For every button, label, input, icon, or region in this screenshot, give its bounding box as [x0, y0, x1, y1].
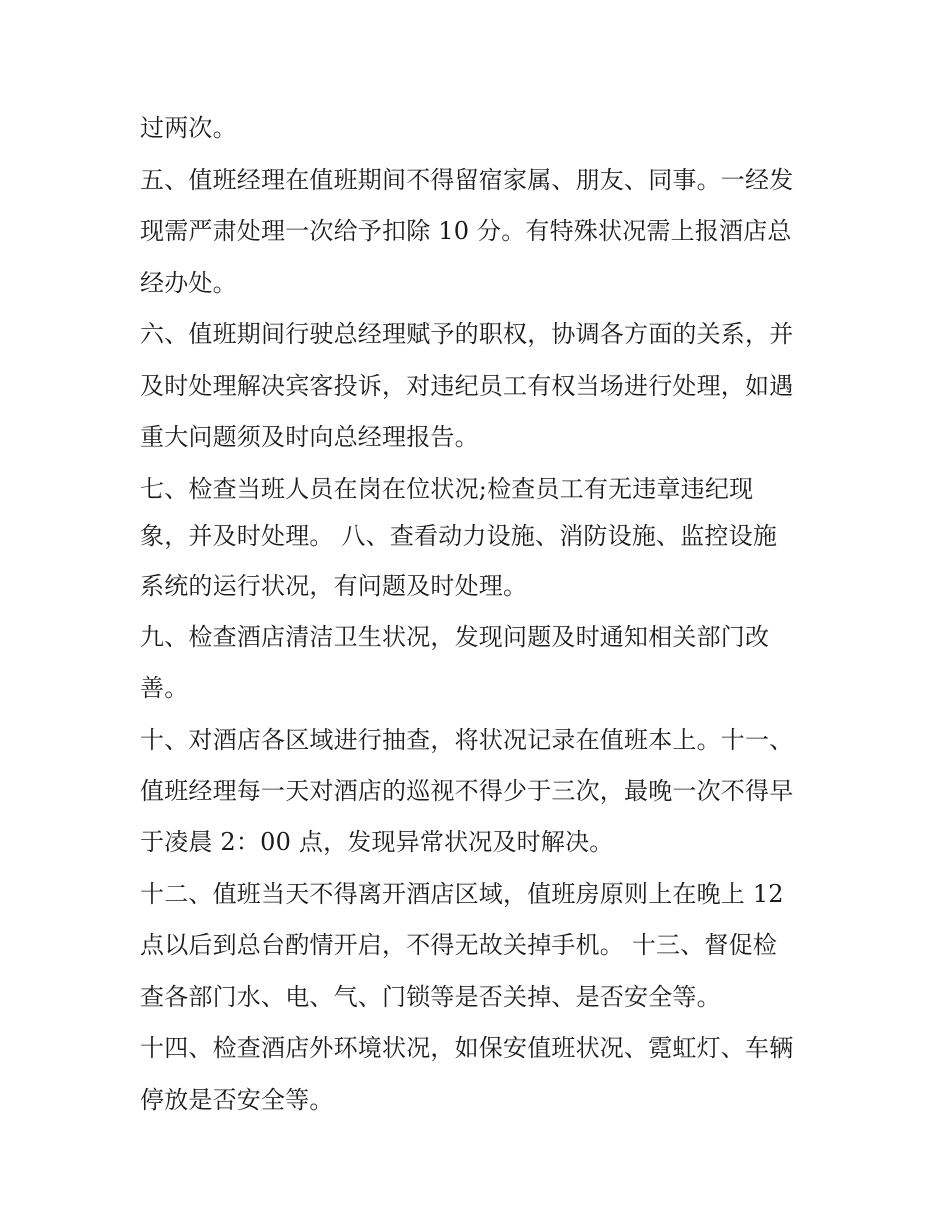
text-line: 七、检查当班人员在岗在位状况;检查员工有无违章违纪现 — [140, 475, 754, 503]
text-line: 及时处理解决宾客投诉，对违纪员工有权当场进行处理，如遇 — [140, 372, 794, 400]
text-line: 十二、值班当天不得离开酒店区域，值班房原则上在晚上 12 — [140, 880, 784, 908]
text-line: 值班经理每一天对酒店的巡视不得少于三次，最晚一次不得早 — [140, 777, 794, 805]
text-line: 系统的运行状况，有问题及时处理。 — [140, 572, 528, 600]
text-line: 现需严肃处理一次给予扣除 10 分。有特殊状况需上报酒店总 — [140, 217, 792, 245]
text-line: 重大问题须及时向总经理报告。 — [140, 423, 479, 451]
text-line: 六、值班期间行驶总经理赋予的职权，协调各方面的关系，并 — [140, 320, 794, 348]
text-line: 十四、检查酒店外环境状况，如保安值班状况、霓虹灯、车辆 — [140, 1034, 794, 1062]
text-line: 经办处。 — [140, 269, 237, 297]
text-line: 十、对酒店各区域进行抽查，将状况记录在值班本上。十一、 — [140, 726, 794, 754]
text-line: 五、值班经理在值班期间不得留宿家属、朋友、同事。一经发 — [140, 166, 794, 194]
text-line: 于凌晨 2：00 点，发现异常状况及时解决。 — [140, 828, 614, 856]
text-line: 点以后到总台酌情开启，不得无故关掉手机。 十三、督促检 — [140, 931, 778, 959]
text-line: 善。 — [140, 674, 189, 702]
text-line: 停放是否安全等。 — [140, 1086, 334, 1114]
text-line: 查各部门水、电、气、门锁等是否关掉、是否安全等。 — [140, 983, 721, 1011]
text-line: 象，并及时处理。 八、查看动力设施、消防设施、监控设施 — [140, 522, 778, 550]
text-line: 过两次。 — [140, 114, 237, 142]
text-line: 九、检查酒店清洁卫生状况，发现问题及时通知相关部门改 — [140, 623, 770, 651]
